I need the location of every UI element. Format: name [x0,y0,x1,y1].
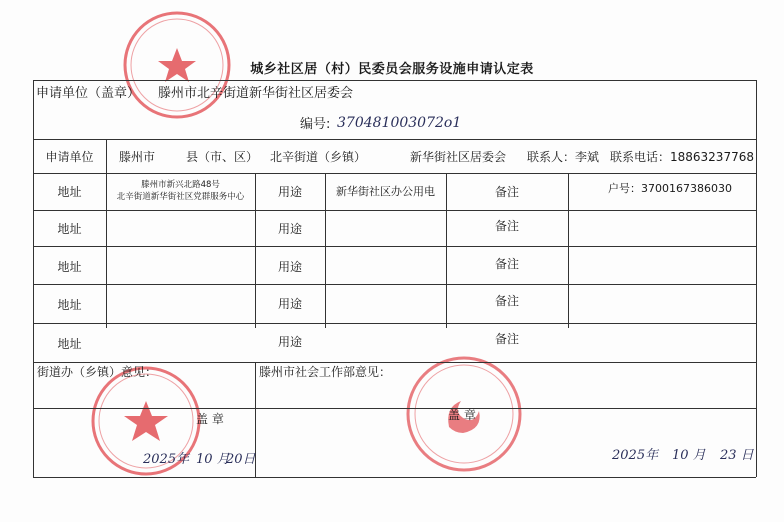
row-3-addr-label: 地址 [57,260,82,274]
serial-label: 编号: [300,117,331,132]
row-1-use-value: 新华街社区办公用电 [336,185,435,198]
row-1-use-label: 用途 [277,185,302,199]
row-4-use-label: 用途 [277,297,302,311]
social-work-date-day: 23 日 [720,448,754,463]
street-office-stamp-label: 盖 章 [196,412,224,426]
row-3-use-label: 用途 [277,260,302,274]
social-work-date-year: 2025年 [612,448,659,463]
row-2-note-label: 备注 [494,219,519,233]
info-label: 申请单位 [45,150,94,164]
social-work-date-month: 10 月 [672,448,706,463]
social-work-stamp-label: 盖 章 [448,408,476,422]
row-1-note-value: 户号：3700167386030 [608,182,732,195]
street-office-date-month: 10 月 [196,452,230,467]
row-4-addr-label: 地址 [57,298,82,312]
street-office-date-day: 20日 [226,452,256,467]
row-2-use-label: 用途 [277,222,302,236]
info-phone: 联系电话：18863237768 [610,150,754,164]
row-5-addr-label: 地址 [57,337,82,351]
info-contact: 联系人：李斌 [527,150,600,164]
applicant-unit-label: 申请单位（盖章） [36,86,141,101]
row-2-addr-label: 地址 [57,222,82,236]
social-work-opinion-label: 滕州市社会工作部意见： [259,365,392,379]
applicant-unit-value: 滕州市北辛街道新华街社区居委会 [158,86,354,101]
info-county: 县（市、区） [186,150,259,164]
row-1-addr-line1: 滕州市新兴北路48号 [141,180,220,190]
info-town: 北辛街道（乡镇） [270,150,367,164]
form-title: 城乡社区居（村）民委员会服务设施申请认定表 [250,62,534,77]
row-1-addr-line2: 北辛街道新华街社区党群服务中心 [116,192,245,202]
row-5-note-label: 备注 [494,332,519,346]
row-3-note-label: 备注 [494,257,519,271]
row-5-use-label: 用途 [277,335,302,349]
street-office-opinion-label: 街道办（乡镇）意见： [37,365,158,379]
street-office-date-year: 2025年 [143,452,190,467]
info-city: 滕州市 [119,150,156,164]
row-1-note-label: 备注 [494,185,519,199]
row-1-addr-label: 地址 [57,185,82,199]
row-4-note-label: 备注 [494,294,519,308]
serial-value: 370481003072o1 [337,115,462,131]
info-committee: 新华街社区居委会 [410,150,507,164]
